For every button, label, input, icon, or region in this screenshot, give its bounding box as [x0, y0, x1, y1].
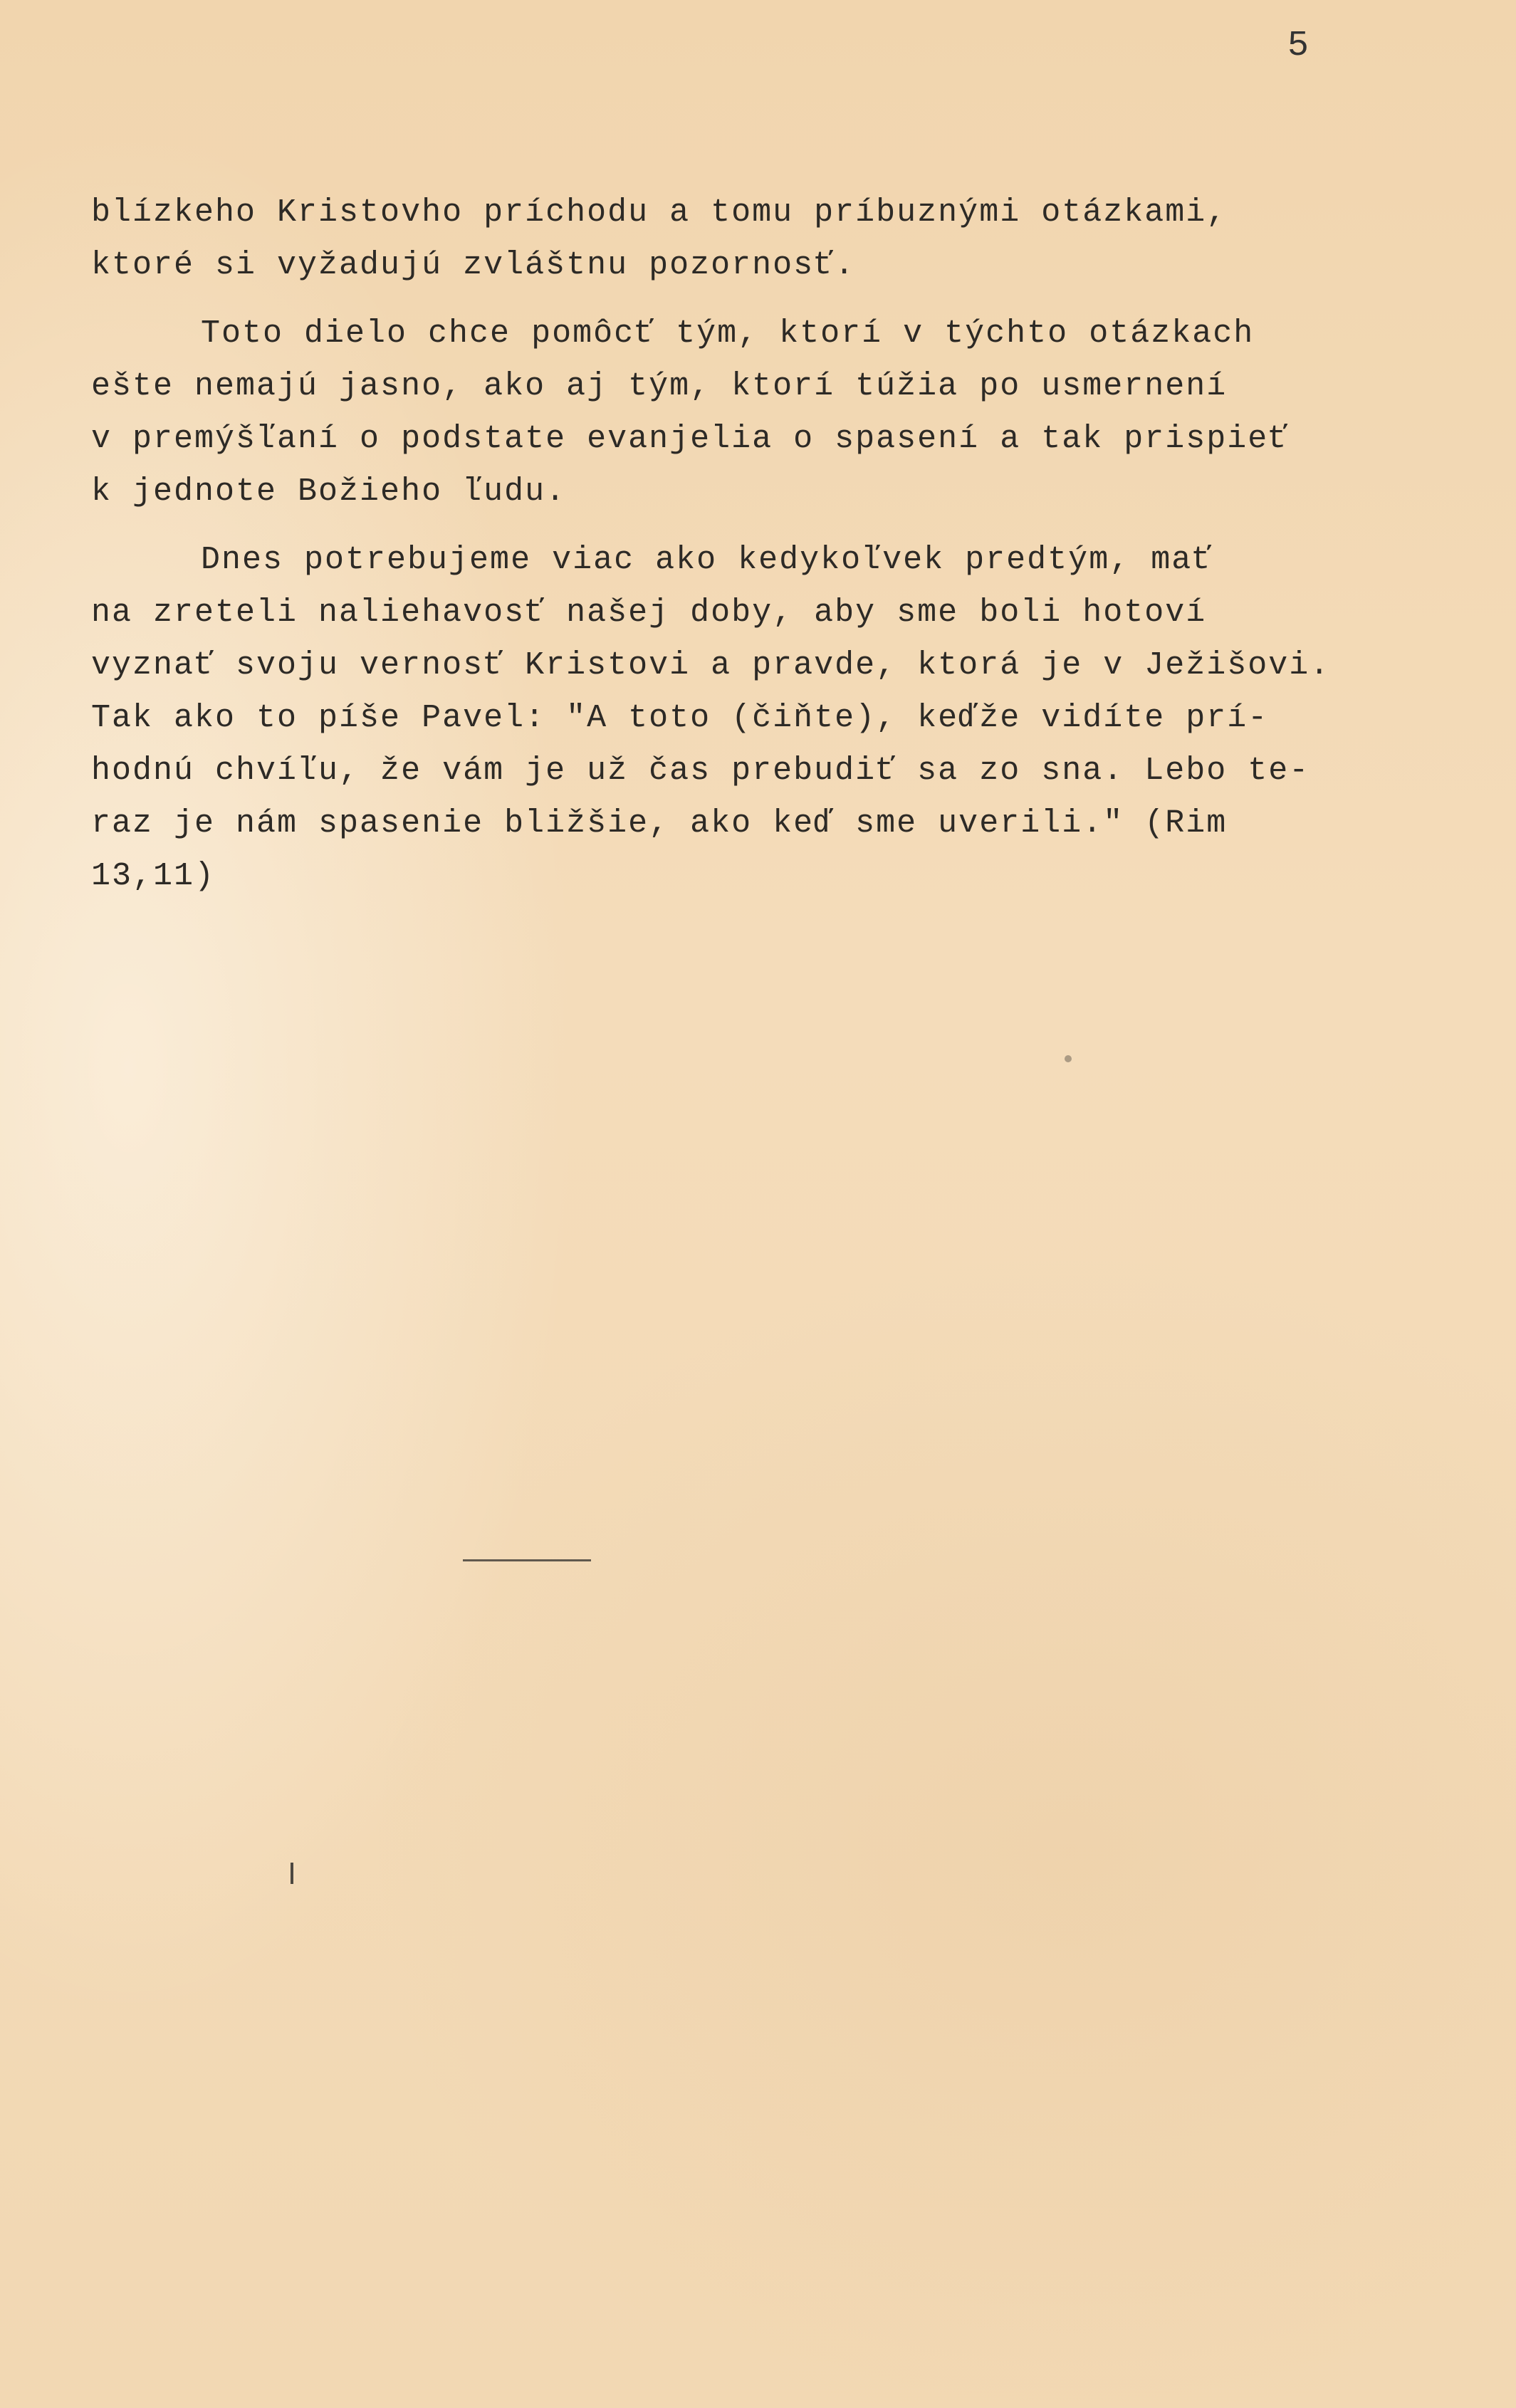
text-line: Toto dielo chce pomôcť tým, ktorí v týchto otázkach	[201, 315, 1255, 352]
text-line: raz je nám spasenie bližšie, ako keď sme uverili." (Rim	[91, 805, 1228, 842]
text-line: hodnú chvíľu, že vám je už čas prebudiť sa zo sna. Lebo te-	[91, 753, 1310, 789]
text-line: 13,11)	[91, 858, 216, 894]
ink-dot-mark	[1065, 1055, 1072, 1062]
ink-tick-mark	[291, 1863, 293, 1884]
typewritten-text	[91, 187, 1480, 903]
page-number: 5	[1287, 26, 1309, 66]
paragraph-3	[91, 534, 1480, 903]
ink-dash-mark	[463, 1559, 591, 1561]
text-line: ešte nemajú jasno, ako aj tým, ktorí túžia po usmernení	[91, 368, 1228, 404]
text-line: v premýšľaní o podstate evanjelia o spasení a tak prispieť	[91, 421, 1290, 457]
text-line: Tak ako to píše Pavel: "A toto (čiňte), keďže vidíte prí-	[91, 700, 1269, 736]
paragraph-2	[91, 308, 1480, 518]
text-line: vyznať svoju vernosť Kristovi a pravde, ktorá je v Ježišovi.	[91, 647, 1331, 684]
text-line: na zreteli naliehavosť našej doby, aby sme boli hotoví	[91, 595, 1207, 631]
text-line: k jednote Božieho ľudu.	[91, 473, 567, 510]
text-line: Dnes potrebujeme viac ako kedykoľvek predtým, mať	[201, 542, 1213, 578]
text-line: ktoré si vyžadujú zvláštnu pozornosť.	[91, 247, 856, 283]
text-line: blízkeho Kristovho príchodu a tomu príbuznými otázkami,	[91, 194, 1228, 231]
paragraph-1	[91, 187, 1480, 292]
